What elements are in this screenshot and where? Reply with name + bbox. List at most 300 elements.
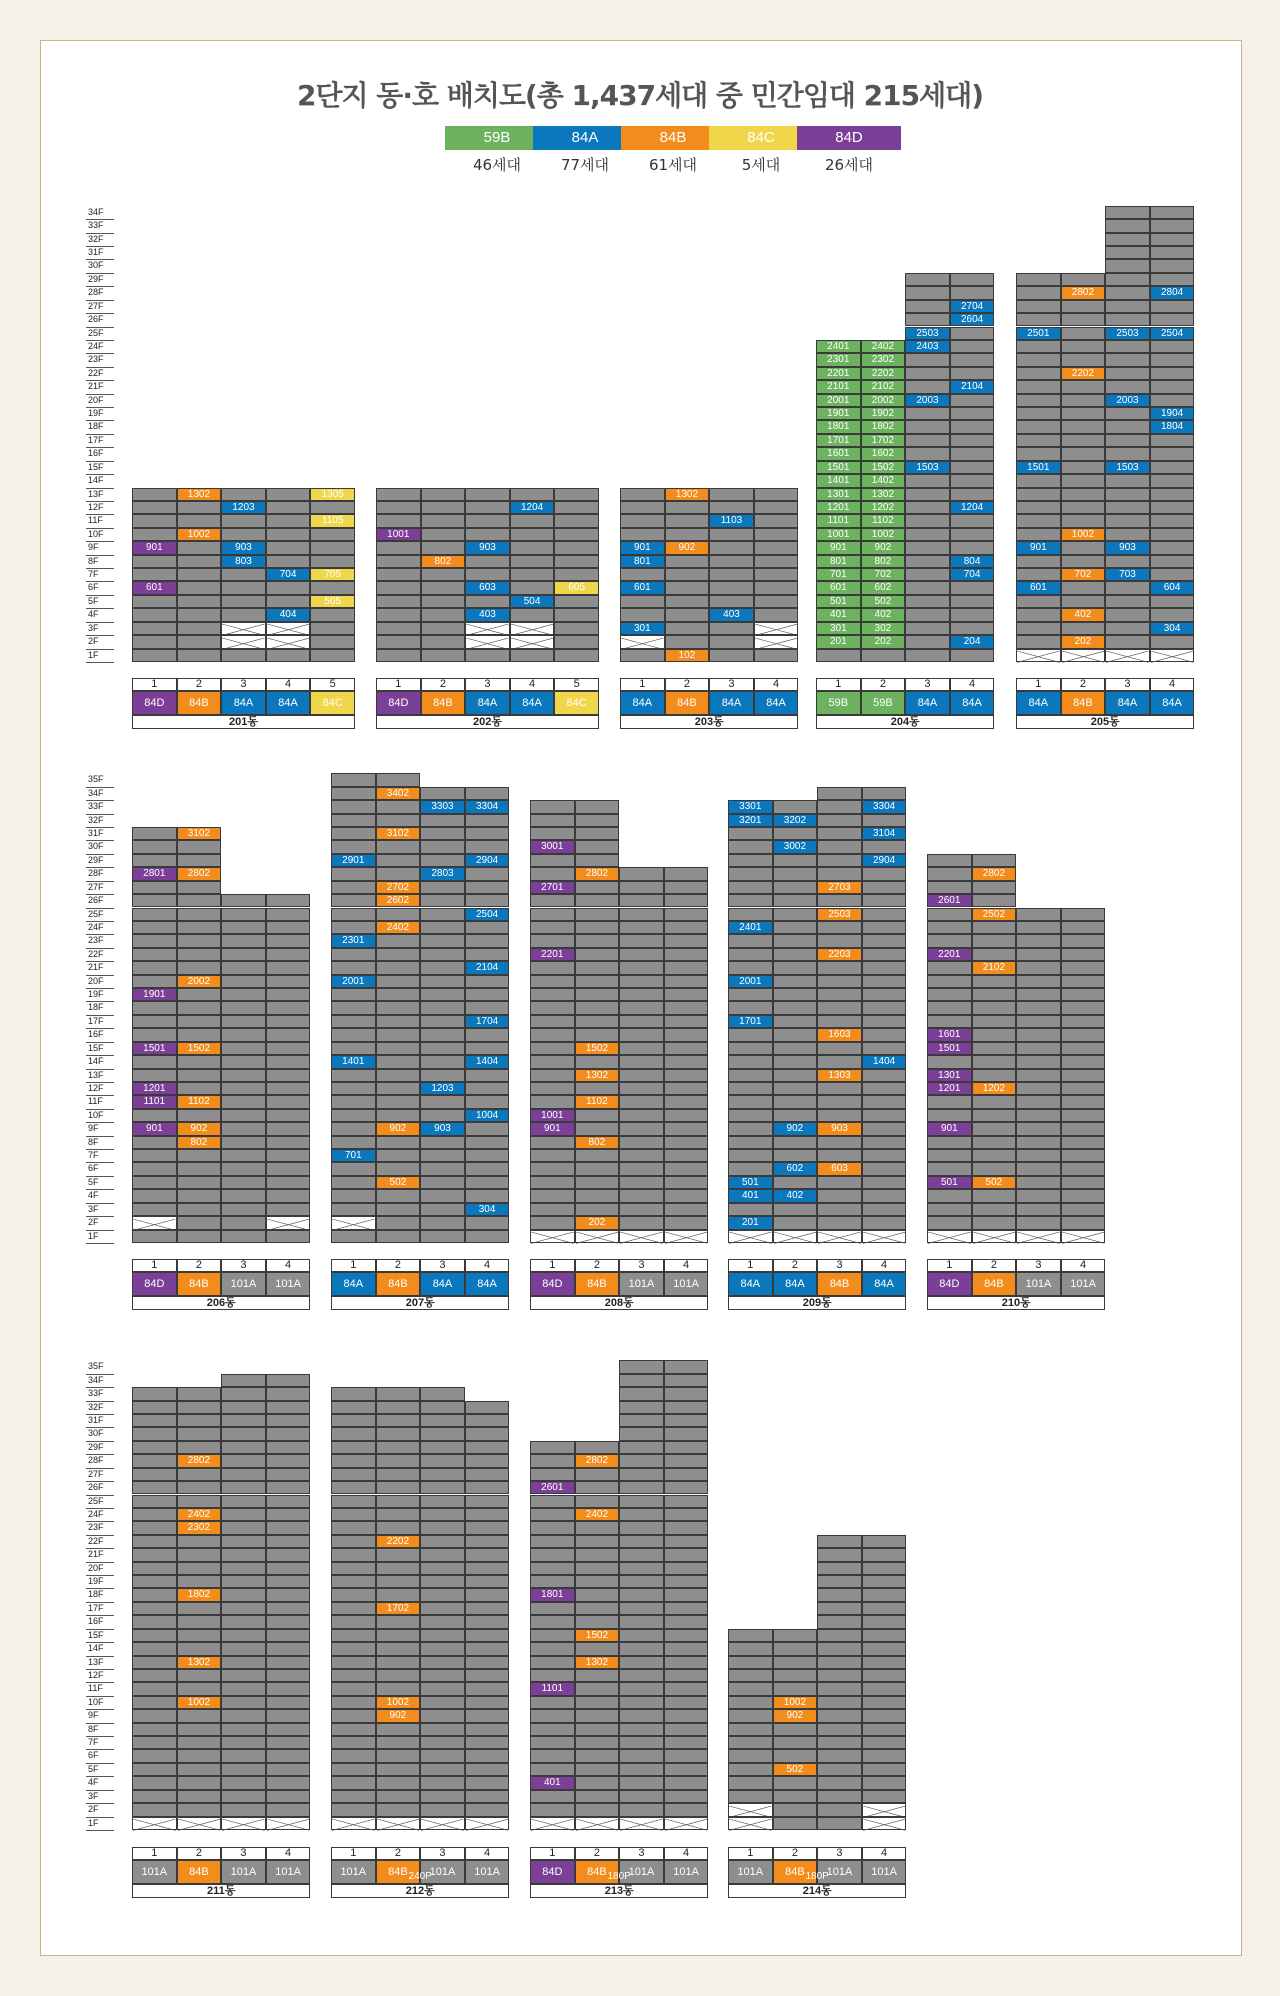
line-type-84A: 84A	[1105, 691, 1150, 715]
line-number: 3	[465, 678, 510, 691]
line-type-84A: 84A	[950, 691, 995, 715]
floor-cell	[465, 568, 510, 581]
floor-cell	[331, 1575, 376, 1588]
floor-cell	[972, 1189, 1017, 1202]
floor-cell	[1061, 434, 1106, 447]
floor-cell	[420, 1736, 465, 1749]
unit-601: 601	[132, 581, 177, 594]
floor-cell	[728, 1028, 773, 1041]
floor-cell	[465, 1736, 510, 1749]
floor-cell	[530, 921, 575, 934]
piloti-cell	[927, 1230, 972, 1243]
floor-cell	[575, 908, 620, 921]
line-number: 3	[709, 678, 754, 691]
floor-cell	[862, 1615, 907, 1628]
unit-201: 201	[728, 1216, 773, 1229]
floor-label: 23F	[88, 935, 104, 946]
unit-2802: 2802	[972, 867, 1017, 880]
unit-902: 902	[773, 1709, 818, 1722]
floor-cell	[619, 1642, 664, 1655]
floor-cell	[1150, 528, 1195, 541]
floor-cell	[927, 1189, 972, 1202]
floor-cell	[376, 1136, 421, 1149]
floor-cell	[773, 1817, 818, 1830]
floor-cell	[310, 528, 355, 541]
floor-cell	[132, 1669, 177, 1682]
floor-tick	[86, 1656, 114, 1657]
floor-cell	[1150, 259, 1195, 272]
building-name: 208동	[530, 1296, 708, 1310]
floor-cell	[728, 1069, 773, 1082]
line-number: 4	[1150, 678, 1195, 691]
line-number: 2	[773, 1847, 818, 1860]
floor-cell	[530, 1575, 575, 1588]
floor-tick	[86, 1203, 114, 1204]
floor-tick	[86, 541, 114, 542]
floor-cell	[465, 501, 510, 514]
floor-cell	[817, 1709, 862, 1722]
floor-cell	[221, 1696, 266, 1709]
floor-cell	[620, 514, 665, 527]
floor-cell	[575, 1548, 620, 1561]
floor-label: 1F	[88, 1230, 99, 1241]
floor-cell	[1105, 501, 1150, 514]
floor-cell	[331, 908, 376, 921]
floor-cell	[1061, 1109, 1106, 1122]
floor-cell	[972, 1001, 1017, 1014]
floor-cell	[331, 1535, 376, 1548]
floor-cell	[619, 1803, 664, 1816]
floor-cell	[728, 1162, 773, 1175]
floor-cell	[465, 934, 510, 947]
floor-cell	[619, 881, 664, 894]
floor-cell	[420, 1521, 465, 1534]
piloti-cell	[862, 1817, 907, 1830]
floor-label: 14F	[88, 1643, 104, 1654]
floor-tick	[86, 461, 114, 462]
floor-cell	[420, 1723, 465, 1736]
floor-cell	[132, 1615, 177, 1628]
floor-tick	[86, 1095, 114, 1096]
floor-cell	[754, 488, 799, 501]
floor-cell	[132, 1790, 177, 1803]
floor-label: 1F	[88, 1817, 99, 1828]
line-number: 1	[376, 678, 421, 691]
floor-cell	[376, 854, 421, 867]
floor-label: 34F	[88, 206, 104, 217]
floor-cell	[177, 1629, 222, 1642]
legend-count-59B: 46세대	[472, 156, 522, 174]
floor-cell	[266, 1176, 311, 1189]
floor-cell	[950, 434, 995, 447]
floor-label: 1F	[88, 649, 99, 660]
floor-cell	[331, 1414, 376, 1427]
floor-cell	[575, 1790, 620, 1803]
floor-cell	[266, 541, 311, 554]
floor-cell	[664, 1562, 709, 1575]
floor-cell	[177, 622, 222, 635]
floor-tick	[86, 608, 114, 609]
unit-1402: 1402	[861, 474, 906, 487]
floor-cell	[376, 1203, 421, 1216]
floor-cell	[331, 1162, 376, 1175]
floor-cell	[817, 1642, 862, 1655]
floor-cell	[132, 1535, 177, 1548]
floor-cell	[905, 407, 950, 420]
floor-cell	[905, 313, 950, 326]
floor-cell	[817, 975, 862, 988]
floor-cell	[862, 1790, 907, 1803]
unit-1601: 1601	[927, 1028, 972, 1041]
floor-label: 24F	[88, 340, 104, 351]
floor-cell	[465, 555, 510, 568]
building-name: 201동	[132, 715, 355, 729]
floor-cell	[619, 1682, 664, 1695]
floor-tick	[86, 219, 114, 220]
floor-cell	[773, 1095, 818, 1108]
floor-cell	[1105, 595, 1150, 608]
floor-cell	[331, 1495, 376, 1508]
floor-cell	[1061, 1149, 1106, 1162]
floor-label: 19F	[88, 408, 104, 419]
line-type-59B: 59B	[861, 691, 906, 715]
floor-cell	[1061, 1122, 1106, 1135]
floor-cell	[619, 1535, 664, 1548]
line-type-84A: 84A	[620, 691, 665, 715]
piloti-cell	[1016, 649, 1061, 662]
floor-label: 12F	[88, 1082, 104, 1093]
piloti-cell	[620, 635, 665, 648]
line-type-101A: 101A	[664, 1272, 709, 1296]
floor-cell	[927, 975, 972, 988]
floor-cell	[575, 1521, 620, 1534]
line-number: 4	[1061, 1259, 1106, 1272]
line-type-84A: 84A	[465, 1272, 510, 1296]
piloti-cell	[376, 1817, 421, 1830]
floor-label: 15F	[88, 1042, 104, 1053]
line-type-101A: 101A	[664, 1860, 709, 1884]
floor-tick	[86, 814, 114, 815]
floor-cell	[1061, 595, 1106, 608]
floor-cell	[221, 1575, 266, 1588]
unit-903: 903	[465, 541, 510, 554]
unit-2502: 2502	[972, 908, 1017, 921]
floor-cell	[420, 1095, 465, 1108]
unit-3201: 3201	[728, 814, 773, 827]
floor-label: 4F	[88, 1190, 99, 1201]
floor-cell	[420, 1176, 465, 1189]
floor-cell	[728, 1669, 773, 1682]
floor-cell	[773, 881, 818, 894]
floor-cell	[420, 1230, 465, 1243]
building-name: 213동	[530, 1884, 708, 1898]
floor-cell	[132, 1136, 177, 1149]
unit-2202: 2202	[1061, 367, 1106, 380]
floor-cell	[465, 1122, 510, 1135]
unit-603: 603	[465, 581, 510, 594]
floor-cell	[420, 975, 465, 988]
unit-2901: 2901	[331, 854, 376, 867]
unit-1302: 1302	[177, 488, 222, 501]
floor-cell	[575, 1109, 620, 1122]
floor-cell	[575, 1082, 620, 1095]
floor-cell	[376, 1588, 421, 1601]
floor-cell	[862, 1669, 907, 1682]
floor-cell	[221, 894, 266, 907]
floor-cell	[266, 1776, 311, 1789]
floor-label: 9F	[88, 1710, 99, 1721]
line-type-84A: 84A	[709, 691, 754, 715]
line-type-84B: 84B	[376, 1272, 421, 1296]
floor-label: 31F	[88, 1414, 104, 1425]
floor-cell	[620, 528, 665, 541]
unit-1102: 1102	[575, 1095, 620, 1108]
line-number: 3	[1105, 678, 1150, 691]
floor-cell	[619, 1122, 664, 1135]
floor-cell	[177, 568, 222, 581]
piloti-cell	[132, 1216, 177, 1229]
floor-label: 7F	[88, 1737, 99, 1748]
floor-tick	[86, 662, 114, 663]
floor-cell	[132, 961, 177, 974]
piloti-cell	[221, 635, 266, 648]
floor-cell	[1105, 300, 1150, 313]
floor-cell	[132, 1803, 177, 1816]
floor-cell	[376, 608, 421, 621]
floor-cell	[331, 1642, 376, 1655]
floor-cell	[266, 1723, 311, 1736]
floor-cell	[862, 1149, 907, 1162]
line-type-84D: 84D	[376, 691, 421, 715]
floor-cell	[221, 608, 266, 621]
floor-cell	[619, 1588, 664, 1601]
floor-cell	[1061, 555, 1106, 568]
floor-cell	[862, 1548, 907, 1561]
floor-cell	[1061, 1055, 1106, 1068]
floor-cell	[927, 1216, 972, 1229]
floor-cell	[530, 1521, 575, 1534]
floor-cell	[420, 1495, 465, 1508]
floor-cell	[266, 1736, 311, 1749]
floor-cell	[221, 1749, 266, 1762]
line-number: 2	[177, 678, 222, 691]
floor-cell	[664, 1682, 709, 1695]
floor-cell	[664, 1575, 709, 1588]
floor-cell	[530, 1763, 575, 1776]
floor-cell	[465, 1441, 510, 1454]
line-number: 2	[177, 1847, 222, 1860]
floor-cell	[905, 488, 950, 501]
unit-1704: 1704	[465, 1015, 510, 1028]
floor-cell	[530, 975, 575, 988]
floor-label: 13F	[88, 1069, 104, 1080]
unit-2302: 2302	[177, 1521, 222, 1534]
unit-901: 901	[132, 1122, 177, 1135]
floor-cell	[266, 581, 311, 594]
floor-cell	[221, 961, 266, 974]
floor-cell	[773, 1736, 818, 1749]
line-number: 1	[331, 1259, 376, 1272]
floor-cell	[862, 1696, 907, 1709]
floor-tick	[86, 1028, 114, 1029]
floor-cell	[221, 1709, 266, 1722]
floor-cell	[817, 1095, 862, 1108]
floor-cell	[862, 908, 907, 921]
floor-cell	[221, 1069, 266, 1082]
unit-1103: 1103	[709, 514, 754, 527]
floor-cell	[221, 649, 266, 662]
floor-cell	[266, 1203, 311, 1216]
piloti-cell	[465, 635, 510, 648]
floor-cell	[465, 1669, 510, 1682]
floor-cell	[862, 1736, 907, 1749]
floor-cell	[1016, 921, 1061, 934]
floor-cell	[664, 975, 709, 988]
floor-cell	[619, 1454, 664, 1467]
floor-cell	[310, 555, 355, 568]
floor-cell	[132, 608, 177, 621]
unit-2504: 2504	[1150, 327, 1195, 340]
floor-cell	[575, 1015, 620, 1028]
floor-cell	[950, 407, 995, 420]
floor-cell	[1016, 1109, 1061, 1122]
floor-cell	[972, 1136, 1017, 1149]
unit-1203: 1203	[420, 1082, 465, 1095]
line-type-84C: 84C	[554, 691, 599, 715]
floor-cell	[177, 1427, 222, 1440]
floor-cell	[221, 1427, 266, 1440]
floor-tick	[86, 1723, 114, 1724]
floor-cell	[266, 1803, 311, 1816]
floor-cell	[465, 881, 510, 894]
floor-label: 14F	[88, 475, 104, 486]
floor-label: 22F	[88, 948, 104, 959]
line-type-101A: 101A	[1016, 1272, 1061, 1296]
floor-label: 10F	[88, 1109, 104, 1120]
floor-cell	[728, 1790, 773, 1803]
floor-cell	[221, 1176, 266, 1189]
unit-1305: 1305	[310, 488, 355, 501]
floor-cell	[266, 1508, 311, 1521]
floor-cell	[420, 1535, 465, 1548]
building-name: 207동	[331, 1296, 509, 1310]
floor-cell	[575, 1562, 620, 1575]
piloti-cell	[773, 1230, 818, 1243]
floor-cell	[709, 622, 754, 635]
floor-cell	[421, 581, 466, 594]
floor-cell	[1061, 961, 1106, 974]
legend-swatch-84C: 84C	[709, 126, 813, 150]
floor-cell	[927, 1162, 972, 1175]
floor-cell	[773, 1042, 818, 1055]
floor-cell	[905, 649, 950, 662]
floor-tick	[86, 595, 114, 596]
floor-cell	[465, 1230, 510, 1243]
floor-cell	[530, 1602, 575, 1615]
floor-cell	[905, 595, 950, 608]
floor-cell	[421, 528, 466, 541]
unit-302: 302	[861, 622, 906, 635]
floor-label: 7F	[88, 1150, 99, 1161]
floor-cell	[331, 1069, 376, 1082]
floor-cell	[620, 568, 665, 581]
legend-count-84C: 5세대	[741, 156, 781, 174]
floor-cell	[177, 1189, 222, 1202]
floor-cell	[619, 1216, 664, 1229]
floor-cell	[465, 649, 510, 662]
floor-cell	[221, 1414, 266, 1427]
floor-cell	[420, 1682, 465, 1695]
floor-cell	[310, 635, 355, 648]
floor-tick	[86, 555, 114, 556]
floor-label: 29F	[88, 1441, 104, 1452]
floor-cell	[905, 635, 950, 648]
line-type-101A: 101A	[465, 1860, 510, 1884]
floor-cell	[266, 988, 311, 1001]
floor-cell	[266, 975, 311, 988]
floor-cell	[530, 1548, 575, 1561]
floor-cell	[728, 1763, 773, 1776]
floor-cell	[1150, 206, 1195, 219]
floor-tick	[86, 1454, 114, 1455]
floor-cell	[862, 934, 907, 947]
floor-cell	[728, 1736, 773, 1749]
floor-cell	[575, 1495, 620, 1508]
floor-cell	[1150, 313, 1195, 326]
floor-cell	[575, 800, 620, 813]
unit-1901: 1901	[132, 988, 177, 1001]
unit-605: 605	[554, 581, 599, 594]
floor-cell	[177, 1149, 222, 1162]
floor-cell	[177, 881, 222, 894]
floor-cell	[420, 1055, 465, 1068]
floor-cell	[862, 1562, 907, 1575]
unit-1501: 1501	[132, 1042, 177, 1055]
floor-cell	[421, 568, 466, 581]
floor-cell	[575, 1122, 620, 1135]
floor-cell	[420, 948, 465, 961]
floor-cell	[575, 1736, 620, 1749]
floor-tick	[86, 327, 114, 328]
piloti-cell	[530, 1817, 575, 1830]
floor-cell	[817, 1535, 862, 1548]
floor-cell	[817, 1588, 862, 1601]
floor-cell	[619, 1427, 664, 1440]
floor-cell	[664, 1122, 709, 1135]
floor-cell	[817, 1176, 862, 1189]
floor-cell	[1016, 488, 1061, 501]
unit-903: 903	[420, 1122, 465, 1135]
floor-cell	[619, 1082, 664, 1095]
unit-703: 703	[1105, 568, 1150, 581]
floor-cell	[221, 1602, 266, 1615]
floor-cell	[221, 1387, 266, 1400]
line-number: 1	[132, 678, 177, 691]
unit-1501: 1501	[1016, 461, 1061, 474]
floor-cell	[530, 1136, 575, 1149]
unit-1503: 1503	[905, 461, 950, 474]
line-number: 3	[619, 1259, 664, 1272]
floor-cell	[376, 1401, 421, 1414]
floor-cell	[619, 948, 664, 961]
floor-cell	[132, 635, 177, 648]
floor-cell	[530, 1203, 575, 1216]
piloti-cell	[510, 635, 555, 648]
floor-cell	[530, 867, 575, 880]
floor-cell	[664, 1642, 709, 1655]
floor-cell	[1105, 273, 1150, 286]
unit-1204: 1204	[950, 501, 995, 514]
